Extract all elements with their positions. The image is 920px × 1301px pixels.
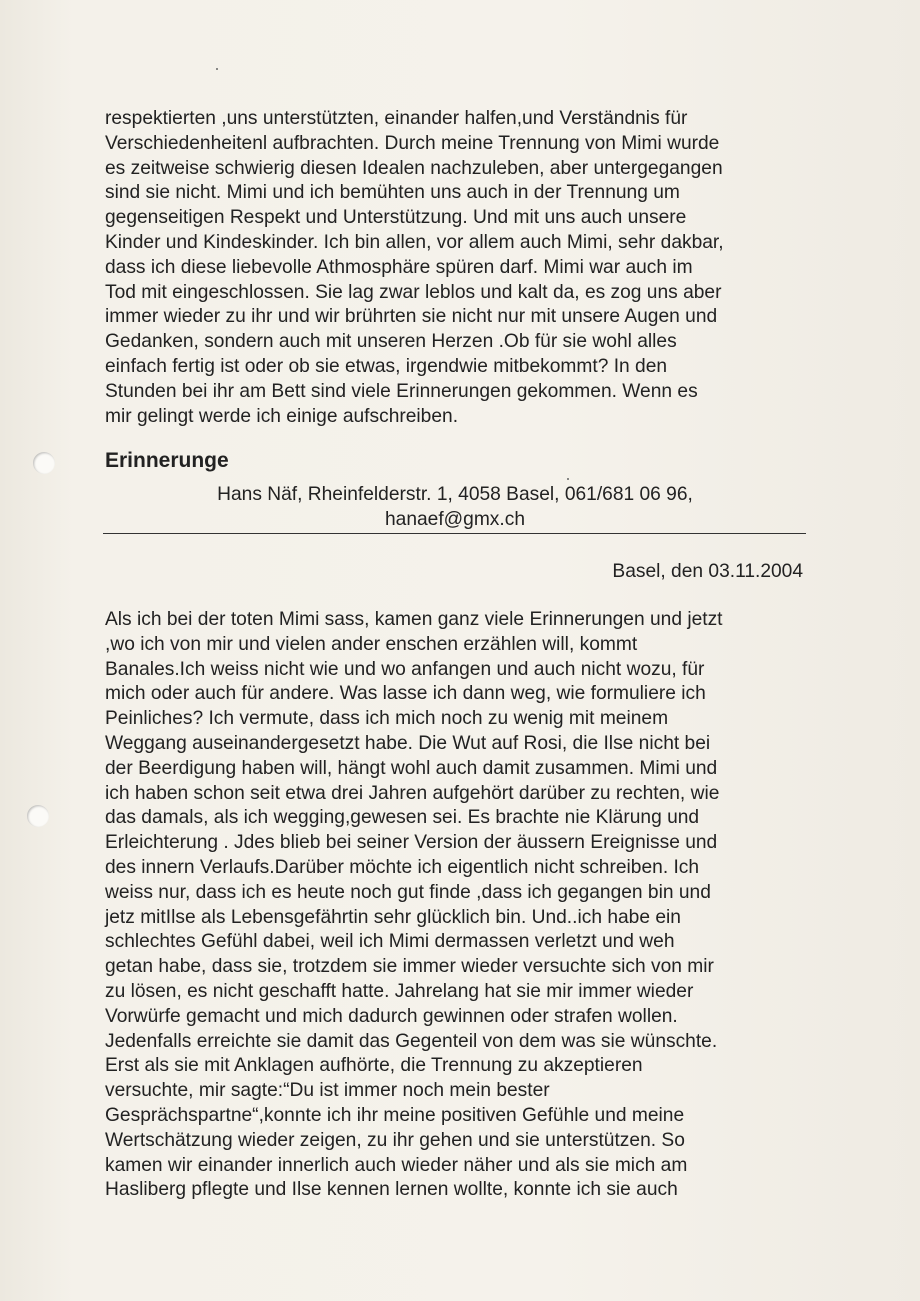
body-line: Weggang auseinandergesetzt habe. Die Wut auf Rosi, die Ilse nicht bei (105, 732, 711, 754)
body-line: Gesprächspartne“,konnte ich ihr meine positiven Gefühle und meine (105, 1104, 685, 1126)
intro-line: dass ich diese liebevolle Athmosphäre spüren darf. Mimi war auch im (105, 256, 693, 278)
speck (567, 478, 569, 480)
body-line: kamen wir einander innerlich auch wieder näher und als sie mich am (105, 1154, 688, 1176)
intro-line: Gedanken, sondern auch mit unseren Herzen .Ob für sie wohl alles (105, 331, 677, 353)
intro-line: immer wieder zu ihr und wir brührten sie nicht nur mit unsere Augen und (105, 306, 718, 328)
intro-line: Kinder und Kindeskinder. Ich bin allen, vor allem auch Mimi, sehr dakbar, (105, 231, 724, 253)
author-contact (105, 482, 805, 532)
intro-line: einfach fertig ist oder ob sie etwas, irgendwie mitbekommt? In den (105, 355, 668, 377)
body-line: Banales.Ich weiss nicht wie und wo anfangen und auch nicht wozu, für (105, 658, 705, 680)
body-line: ich haben schon seit etwa drei Jahren aufgehört darüber zu rechten, wie (105, 782, 720, 804)
body-line: der Beerdigung haben will, hängt wohl auch damit zusammen. Mimi und (105, 757, 718, 779)
body-line: zu lösen, es nicht geschafft hatte. Jahrelang hat sie mir immer wieder (105, 980, 694, 1002)
body-line: Jedenfalls erreichte sie damit das Gegenteil von dem was sie wünschte. (105, 1030, 718, 1052)
body-line: des innern Verlaufs.Darüber möchte ich eigentlich nicht schreiben. Ich (105, 856, 700, 878)
body-line: versuchte, mir sagte:“Du ist immer noch mein bester (105, 1080, 550, 1102)
body-line: Peinliches? Ich vermute, dass ich mich noch zu wenig mit meinem (105, 708, 669, 730)
intro-line: respektierten ,uns unterstützten, einander halfen,und Verständnis für (105, 108, 688, 129)
body-line: mich oder auch für andere. Was lasse ich dann weg, wie formuliere ich (105, 683, 706, 705)
author-address-line: Hans Näf, Rheinfelderstr. 1, 4058 Basel, 061/681 06 96, (217, 484, 693, 505)
body-line: das damals, als ich wegging,gewesen sei. Es brachte nie Klärung und (105, 807, 700, 829)
speck (216, 68, 218, 70)
punch-hole-top (33, 452, 55, 474)
body-line: getan habe, dass sie, trotzdem sie immer wieder versuchte sich von mir (105, 956, 714, 978)
body-line: weiss nur, dass ich es heute noch gut finde ,dass ich gegangen bin und (105, 881, 711, 903)
body-line: jetz mitIlse als Lebensgefährtin sehr glücklich bin. Und..ich habe ein (105, 906, 681, 928)
author-email-line: hanaef@gmx.ch (384, 509, 525, 530)
body-paragraph (105, 608, 805, 1203)
body-line: Hasliberg pflegte und Ilse kennen lernen wollte, konnte ich sie auch (105, 1179, 678, 1201)
body-line: Vorwürfe gemacht und mich dadurch gewinnen oder strafen wollen. (105, 1005, 678, 1027)
intro-line: es zeitweise schwierig diesen Idealen nachzuleben, aber untergegangen (105, 157, 723, 179)
intro-line: Stunden bei ihr am Bett sind viele Erinnerungen gekommen. Wenn es (105, 380, 698, 402)
body-line: Erleichterung . Jdes blieb bei seiner Version der äussern Ereignisse und (105, 832, 718, 854)
date-line: Basel, den 03.11.2004 (612, 561, 803, 582)
body-line: Wertschätzung wieder zeigen, zu ihr gehen und sie unterstützen. So (105, 1129, 685, 1151)
section-heading: Erinnerunge (105, 449, 229, 472)
body-line: schlechtes Gefühl dabei, weil ich Mimi dermassen verletzt und weh (105, 931, 675, 953)
intro-line: sind sie nicht. Mimi und ich bemühten uns auch in der Trennung um (105, 182, 680, 204)
intro-line: gegenseitigen Respekt und Unterstützung. Und mit uns auch unsere (105, 207, 687, 229)
intro-line: mir gelingt werde ich einige aufschreiben. (105, 405, 459, 427)
intro-line: Verschiedenheitenl aufbrachten. Durch meine Trennung von Mimi wurde (105, 132, 720, 154)
body-line: Als ich bei der toten Mimi sass, kamen ganz viele Erinnerungen und jetzt (105, 609, 723, 630)
horizontal-rule (103, 533, 806, 534)
punch-hole-bottom (27, 805, 49, 827)
intro-paragraph (105, 107, 805, 429)
body-line: Erst als sie mit Anklagen aufhörte, die Trennung zu akzeptieren (105, 1055, 643, 1077)
intro-line: Tod mit eingeschlossen. Sie lag zwar leblos und kalt da, es zog uns aber (105, 281, 722, 303)
body-line: ,wo ich von mir und vielen ander enschen erzählen will, kommt (105, 633, 638, 655)
